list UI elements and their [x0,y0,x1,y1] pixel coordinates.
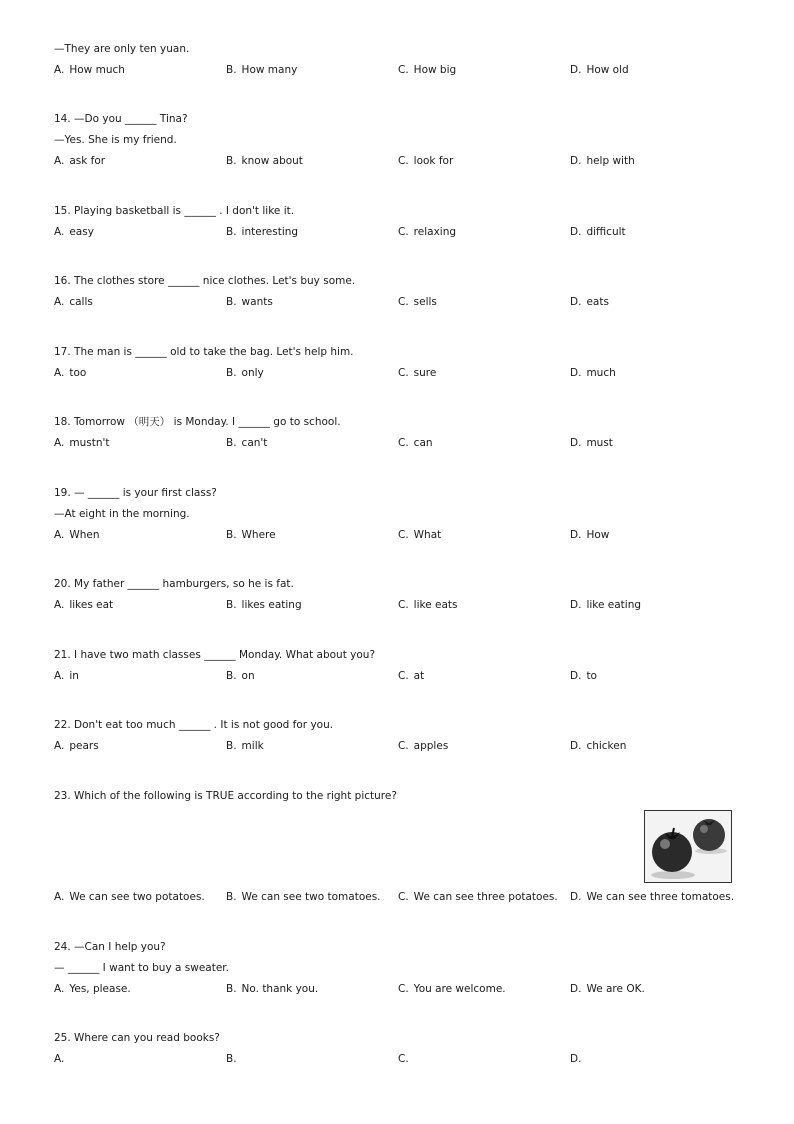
q23-stem-line-1: 23. Which of the following is TRUE according to the right picture? [54,790,397,802]
q20-option-d[interactable]: D. like eating [570,599,642,611]
q21-option-a[interactable]: A. in [54,670,79,682]
q24-option-d[interactable]: D. We are OK. [570,983,645,995]
q23-option-a[interactable]: A. We can see two potatoes. [54,891,205,903]
q22-option-b[interactable]: B. milk [226,740,264,752]
q13-option-a[interactable]: A. How much [54,64,125,76]
q14-option-a[interactable]: A. ask for [54,155,106,167]
q21-option-c[interactable]: C. at [398,670,425,682]
q25-option-b[interactable]: B. [226,1053,237,1065]
q13-option-d[interactable]: D. How old [570,64,629,76]
q18-option-a[interactable]: A. mustn't [54,437,110,449]
q13-stem-line-1: —They are only ten yuan. [54,43,190,55]
q14-stem-line-2: —Yes. She is my friend. [54,134,177,146]
q22-option-a[interactable]: A. pears [54,740,99,752]
q19-options [54,528,754,542]
q20-option-b[interactable]: B. likes eating [226,599,302,611]
q14-option-c[interactable]: C. look for [398,155,454,167]
tomatoes-image [645,811,731,882]
q16-option-b[interactable]: B. wants [226,296,273,308]
q24-option-a[interactable]: A. Yes, please. [54,983,131,995]
q16-option-a[interactable]: A. calls [54,296,93,308]
q19-stem-line-2: —At eight in the morning. [54,508,190,520]
q25-options [54,1052,754,1066]
q19-option-a[interactable]: A. When [54,529,100,541]
q16-options [54,295,754,309]
q23-option-b[interactable]: B. We can see two tomatoes. [226,891,381,903]
q15-option-b[interactable]: B. interesting [226,226,299,238]
q25-option-d[interactable]: D. [570,1053,582,1065]
q15-option-a[interactable]: A. easy [54,226,94,238]
q24-stem-line-2: — ______ I want to buy a sweater. [54,962,229,974]
q21-options [54,669,754,683]
q14-stem-line-1: 14. —Do you ______ Tina? [54,113,188,125]
q13-option-b[interactable]: B. How many [226,64,298,76]
q18-option-c[interactable]: C. can [398,437,433,449]
q20-options [54,598,754,612]
q15-stem-line-1: 15. Playing basketball is ______ . I don't like it. [54,205,295,217]
q14-options [54,154,754,168]
q17-option-b[interactable]: B. only [226,367,264,379]
q17-option-a[interactable]: A. too [54,367,87,379]
q20-option-c[interactable]: C. like eats [398,599,458,611]
q17-option-d[interactable]: D. much [570,367,616,379]
q23-option-d[interactable]: D. We can see three tomatoes. [570,891,735,903]
q20-stem-line-1: 20. My father ______ hamburgers, so he is fat. [54,578,294,590]
q24-option-c[interactable]: C. You are welcome. [398,983,506,995]
q22-option-d[interactable]: D. chicken [570,740,627,752]
q17-options [54,366,754,380]
q15-options [54,225,754,239]
q25-stem-line-1: 25. Where can you read books? [54,1032,220,1044]
q18-option-d[interactable]: D. must [570,437,613,449]
q24-stem-line-1: 24. —Can I help you? [54,941,166,953]
q24-option-b[interactable]: B. No. thank you. [226,983,319,995]
q17-stem-line-1: 17. The man is ______ old to take the bag. Let's help him. [54,346,354,358]
q18-option-b[interactable]: B. can't [226,437,268,449]
q21-option-b[interactable]: B. on [226,670,255,682]
q19-option-c[interactable]: C. What [398,529,442,541]
tomatoes-picture [644,810,732,883]
q23-options [54,890,754,904]
q24-options [54,982,754,996]
q18-stem-line-1: 18. Tomorrow （明天） is Monday. I ______ go to school. [54,416,341,428]
q14-option-d[interactable]: D. help with [570,155,635,167]
q25-option-c[interactable]: C. [398,1053,409,1065]
q18-options [54,436,754,450]
q17-option-c[interactable]: C. sure [398,367,437,379]
q22-option-c[interactable]: C. apples [398,740,449,752]
q21-option-d[interactable]: D. to [570,670,597,682]
q16-stem-line-1: 16. The clothes store ______ nice clothes. Let's buy some. [54,275,356,287]
q19-option-b[interactable]: B. Where [226,529,276,541]
q15-option-d[interactable]: D. difficult [570,226,626,238]
q22-stem-line-1: 22. Don't eat too much ______ . It is not good for you. [54,719,334,731]
q13-options [54,63,754,77]
q15-option-c[interactable]: C. relaxing [398,226,457,238]
q21-stem-line-1: 21. I have two math classes ______ Monday. What about you? [54,649,376,661]
q22-options [54,739,754,753]
q19-stem-line-1: 19. — ______ is your first class? [54,487,217,499]
q20-option-a[interactable]: A. likes eat [54,599,114,611]
q13-option-c[interactable]: C. How big [398,64,457,76]
q14-option-b[interactable]: B. know about [226,155,303,167]
q16-option-c[interactable]: C. sells [398,296,437,308]
q19-option-d[interactable]: D. How [570,529,610,541]
q25-option-a[interactable]: A. [54,1053,65,1065]
q16-option-d[interactable]: D. eats [570,296,609,308]
q23-option-c[interactable]: C. We can see three potatoes. [398,891,558,903]
